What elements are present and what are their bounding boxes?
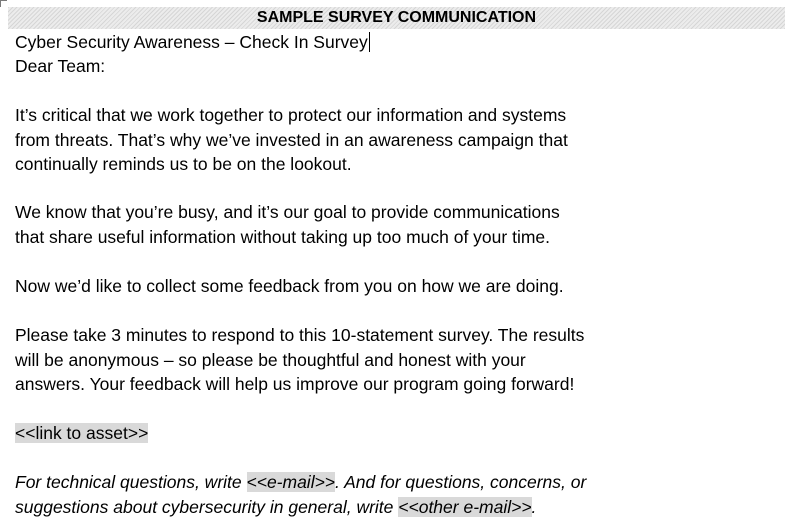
email-placeholder[interactable]: <<e-mail>> [246, 472, 336, 492]
paragraph-4 [15, 323, 785, 397]
paragraph-2-line: We know that you’re busy, and it’s our goal to provide communications [15, 202, 560, 222]
paragraph-1 [15, 103, 785, 177]
footer-text: suggestions about cybersecurity in general, write [15, 496, 399, 517]
paragraph-4-line: Please take 3 minutes to respond to this 10-statement survey. The results [15, 325, 585, 345]
paragraph-1-line: continually reminds us to be on the lookout. [15, 154, 352, 174]
paragraph-3 [15, 274, 785, 299]
paragraph-4-line: will be anonymous – so please be thoughtful and honest with your [15, 349, 526, 370]
document-heading [8, 7, 785, 29]
footer-line-2 [15, 495, 785, 520]
contact-footer [15, 470, 785, 519]
other-email-placeholder[interactable]: <<other e-mail>> [398, 496, 532, 517]
paragraph-2 [15, 200, 785, 249]
heading-text: SAMPLE SURVEY COMMUNICATION [256, 9, 537, 26]
footer-text: For technical questions, write [15, 472, 247, 492]
text-cursor [369, 32, 370, 52]
paragraph-1-line: It’s critical that we work together to protect our information and systems [15, 105, 567, 125]
greeting [15, 54, 785, 79]
paragraph-4-line: answers. Your feedback will help us improve our program going forward! [15, 374, 575, 394]
paragraph-3-line: Now we’d like to collect some feedback from you on how we are doing. [15, 276, 564, 296]
footer-text: . And for questions, concerns, or [335, 472, 587, 492]
link-placeholder[interactable]: <<link to asset>> [15, 423, 149, 443]
greeting-text: Dear Team: [15, 56, 106, 76]
footer-text: . [531, 496, 537, 517]
link-placeholder-line [15, 421, 785, 446]
paragraph-2-line: that share useful information without taking up too much of your time. [15, 226, 551, 247]
subject-text: Cyber Security Awareness – Check In Survey [15, 32, 368, 52]
subject-line[interactable] [15, 30, 785, 55]
page-corner-mark [0, 0, 7, 7]
paragraph-1-line: from threats. That’s why we’ve invested in an awareness campaign that [15, 129, 568, 150]
footer-line-1 [15, 470, 785, 495]
